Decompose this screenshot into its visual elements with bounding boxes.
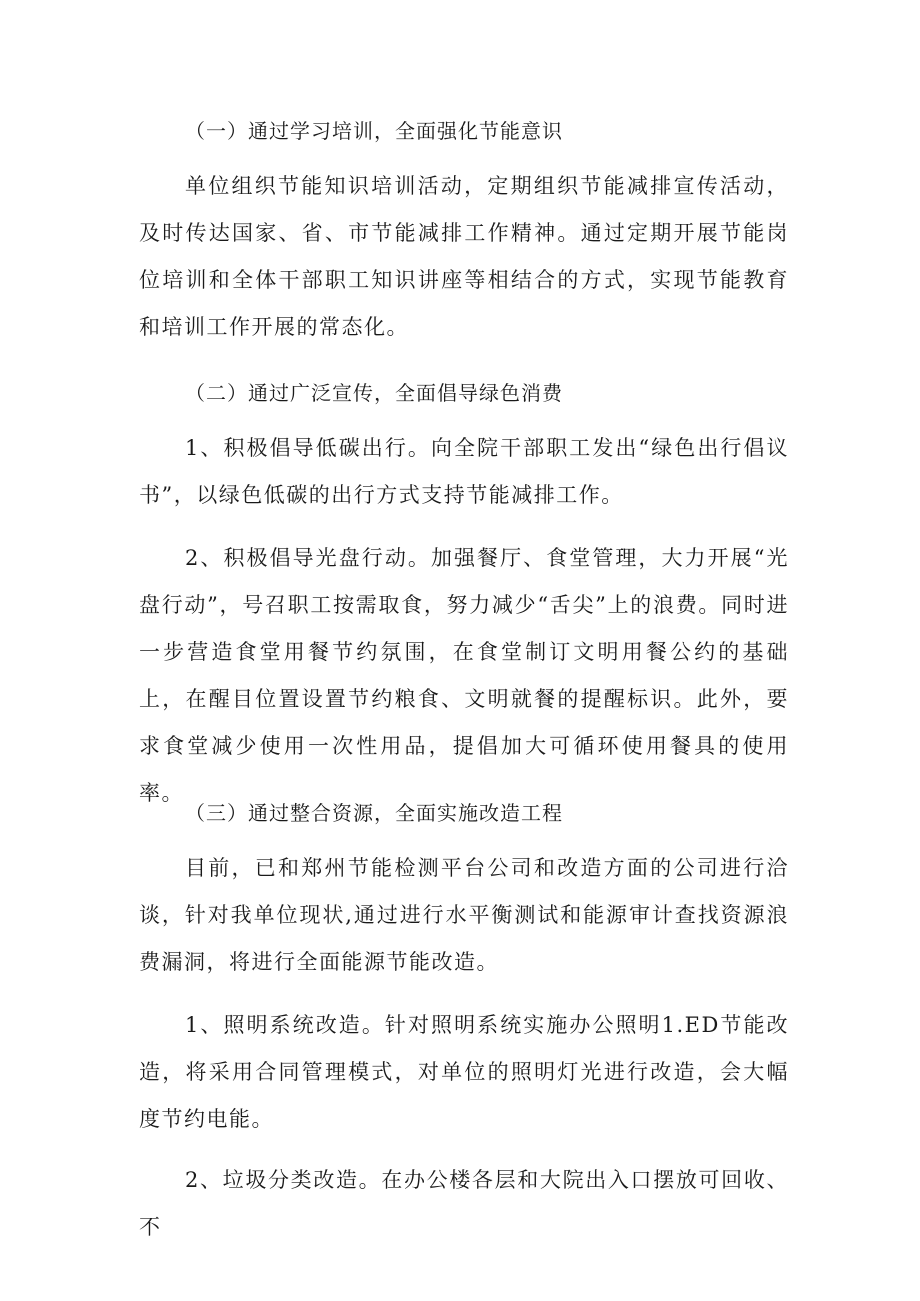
section-1-heading: （一）通过学习培训，全面强化节能意识	[185, 119, 563, 143]
section-2-paragraph-2: 2、积极倡导光盘行动。加强餐厅、食堂管理，大力开展“光盘行动”，号召职工按需取食，努力减少“舌尖”上的浪费。同时进一步营造食堂用餐节约氛围，在食堂制订文明用餐公约的基础上，在醒目位置设置节约粮食、文明就餐的提醒标识。此外，要求食堂减少使用一次性用品，提倡加大可循环使用餐具的使用率。	[139, 546, 789, 805]
section-3-paragraph-3: 2、垃圾分类改造。在办公楼各层和大院出入口摆放可回收、不	[139, 1168, 789, 1239]
section-2-heading: （二）通过广泛宣传，全面倡导绿色消费	[185, 381, 563, 405]
section-1-paragraph-1: 单位组织节能知识培训活动，定期组织节能减排宣传活动，及时传达国家、省、市节能减排工作精神。通过定期开展节能岗位培训和全体干部职工知识讲座等相结合的方式，实现节能教育和培训工作开展的常态化。	[139, 174, 789, 339]
section-3-heading: （三）通过整合资源，全面实施改造工程	[185, 801, 563, 825]
section-3-paragraph-1: 目前，已和郑州节能检测平台公司和改造方面的公司进行洽谈，针对我单位现状,通过进行水平衡测试和能源审计查找资源浪费漏洞，将进行全面能源节能改造。	[139, 856, 789, 974]
section-3-paragraph-2: 1、照明系统改造。针对照明系统实施办公照明1.ED节能改造，将采用合同管理模式，对单位的照明灯光进行改造，会大幅度节约电能。	[139, 1013, 789, 1131]
section-2-paragraph-1: 1、积极倡导低碳出行。向全院干部职工发出“绿色出行倡议书”，以绿色低碳的出行方式支持节能减排工作。	[139, 436, 789, 507]
